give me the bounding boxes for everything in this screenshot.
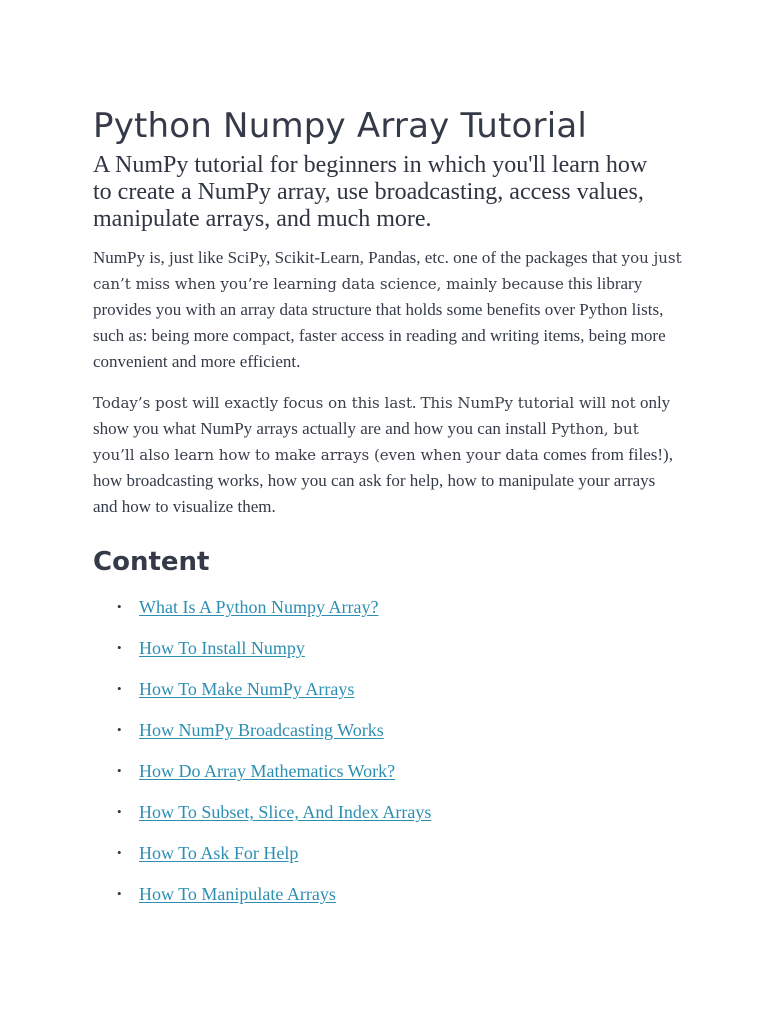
content-heading: Content	[93, 547, 210, 577]
toc-link-ask-for-help[interactable]: How To Ask For Help	[139, 843, 299, 863]
focus-text-5: Python, but you’ll also learn how to make arrays (even when your data	[93, 420, 639, 464]
table-of-contents	[93, 594, 693, 922]
toc-link-install-numpy[interactable]: How To Install Numpy	[139, 638, 305, 658]
toc-item	[93, 799, 693, 840]
toc-link-array-mathematics[interactable]: How Do Array Mathematics Work?	[139, 761, 396, 781]
intro-paragraph	[93, 245, 683, 375]
focus-text-1: Today’s post will exactly focus on this last	[93, 394, 412, 412]
focus-text-4: only show you what NumPy arrays actually are and how you can install	[93, 393, 671, 438]
toc-link-broadcasting[interactable]: How NumPy Broadcasting Works	[139, 720, 384, 740]
toc-item	[93, 840, 693, 881]
toc-link-subset-slice-index[interactable]: How To Subset, Slice, And Index Arrays	[139, 802, 432, 822]
toc-item	[93, 717, 693, 758]
toc-item	[93, 758, 693, 799]
toc-link-manipulate-arrays[interactable]: How To Manipulate Arrays	[139, 884, 336, 904]
focus-text-3: This NumPy tutorial will not	[420, 394, 636, 412]
article	[93, 100, 693, 922]
toc-item	[93, 635, 693, 676]
focus-text-2: .	[411, 393, 421, 412]
bullet-icon: •	[117, 845, 122, 860]
bullet-icon: •	[117, 722, 122, 737]
intro-text-3: this library provides you with an array data structure that holds some benefits over Python lists, such as: being more compact, faster access in reading and writing items, being more convenient and more efficient.	[93, 274, 666, 371]
toc-item	[93, 594, 693, 635]
intro-text-2: you just can’t miss when you’re learning data science, mainly because	[93, 249, 682, 293]
bullet-icon: •	[117, 640, 122, 655]
bullet-icon: •	[117, 804, 122, 819]
toc-link-make-arrays[interactable]: How To Make NumPy Arrays	[139, 679, 355, 699]
toc-item	[93, 676, 693, 717]
toc-link-what-is-numpy-array[interactable]: What Is A Python Numpy Array?	[139, 597, 379, 617]
intro-text-1: NumPy is, just like SciPy, Scikit-Learn, Pandas, etc. one of the packages that	[93, 248, 622, 267]
page-title: Python Numpy Array Tutorial	[93, 106, 588, 146]
bullet-icon: •	[117, 886, 122, 901]
focus-text-6: comes from files!), how broadcasting works, how you can ask for help, how to manipulate your arrays and how to visualize them.	[93, 445, 673, 516]
bullet-icon: •	[117, 681, 122, 696]
bullet-icon: •	[117, 599, 122, 614]
article-subtitle: A NumPy tutorial for beginners in which you'll learn how to create a NumPy array, use broadcasting, access values, manipulate arrays, and much more.	[93, 152, 648, 232]
focus-paragraph	[93, 390, 683, 520]
bullet-icon: •	[117, 763, 122, 778]
toc-item	[93, 881, 693, 922]
